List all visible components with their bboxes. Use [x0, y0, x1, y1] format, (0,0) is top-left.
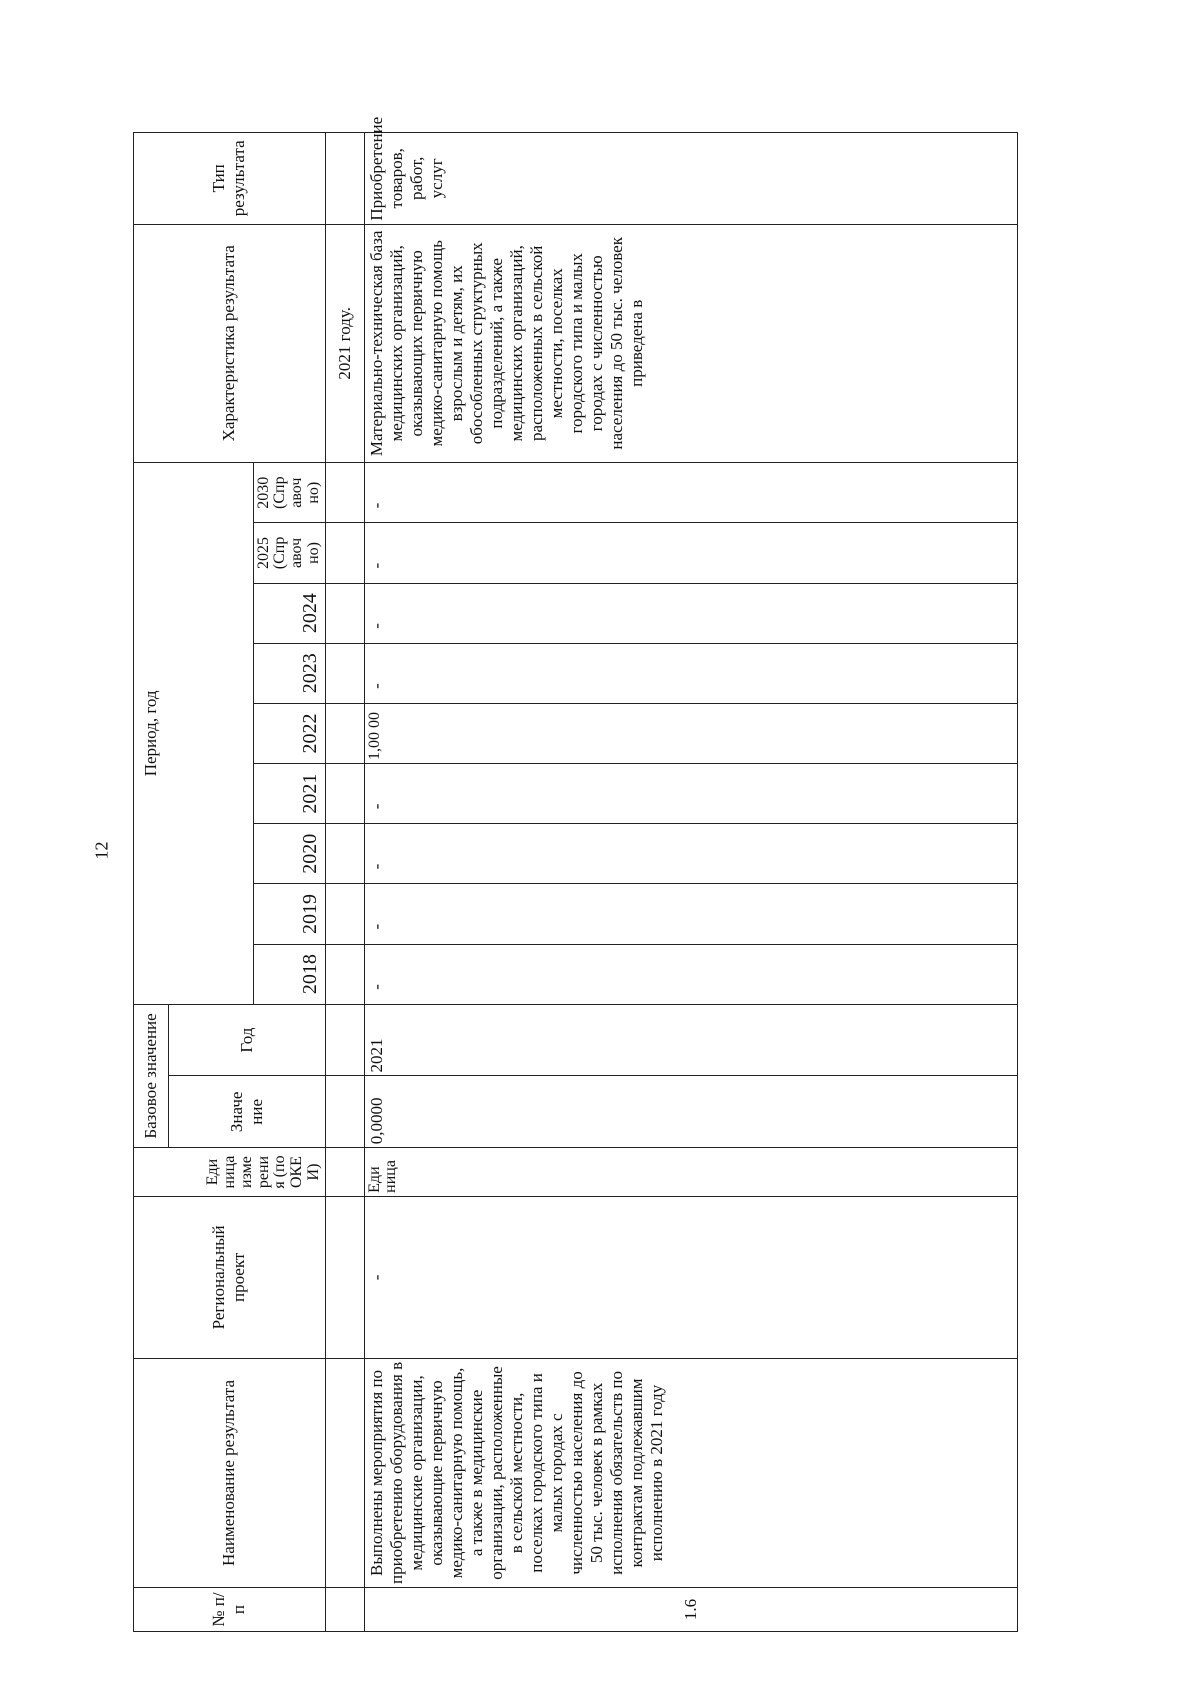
header-period: Период, год: [134, 463, 169, 1005]
header-characteristic: Характеристика результата: [134, 224, 326, 462]
row-period-2019: -: [364, 884, 1017, 944]
row-period-2023: -: [364, 643, 1017, 703]
carry-cell: [325, 824, 364, 884]
header-unit: Еди ница изме рени я (по ОКЕ И): [134, 1148, 326, 1197]
row-name: Выполнены мероприятия по приобретению оборудования в медицинские организации, оказывающие первичную медико-санитарную помощь, а также в медицинские организации, расположенные в сельской местности, поселках городского типа и малых городах с численностью населения до 50 тыс. человек в рамках исполнения обязательств по контрактам подлежавшим исполнению в 2021 году: [364, 1358, 1017, 1587]
header-base-value: Базовое значение: [134, 1004, 169, 1148]
header-year-2023: 2023: [253, 643, 325, 703]
carry-cell: [325, 1358, 364, 1587]
header-base-value-year: Год: [169, 1004, 326, 1076]
row-base-year: 2021: [364, 1004, 1017, 1076]
row-characteristic: Материально-техническая база медицинских организаций, оказывающих первичную медико-санитарную помощь взрослым и детям, их обособленных структурных подразделений, а также медицинских организаций, расположенных в сельской местности, поселках городского типа и малых городах с численностью населения до 50 тыс. человек приведена в: [364, 224, 1017, 462]
carry-cell: [325, 944, 364, 1004]
carry-cell: [325, 1588, 364, 1632]
row-regional-project: -: [364, 1196, 1017, 1358]
header-period-spacer: [169, 463, 254, 1005]
row-base-value: 0,0000: [364, 1076, 1017, 1148]
header-year-2022: 2022: [253, 703, 325, 763]
header-year-2030: 2030 (Спр авоч но): [253, 463, 325, 523]
carry-cell: [325, 583, 364, 643]
carry-cell: [325, 523, 364, 583]
carry-cell: [325, 703, 364, 763]
carry-cell: [325, 1004, 364, 1076]
carry-cell: [325, 133, 364, 225]
carry-cell: [325, 764, 364, 824]
header-year-2019: 2019: [253, 884, 325, 944]
row-period-2024: -: [364, 583, 1017, 643]
header-year-2024: 2024: [253, 583, 325, 643]
page-number: 12: [91, 841, 112, 860]
row-period-2030: -: [364, 463, 1017, 523]
carry-cell: [325, 643, 364, 703]
results-table: [133, 116, 1018, 1632]
header-year-2021: 2021: [253, 764, 325, 824]
header-year-2025: 2025 (Спр авоч но): [253, 523, 325, 583]
header-num: № п/п: [134, 1588, 326, 1632]
row-num: 1.6: [364, 1588, 1017, 1632]
header-type: Тип результата: [134, 133, 326, 225]
carry-cell: [325, 463, 364, 523]
header-year-2020: 2020: [253, 824, 325, 884]
row-period-2022: 1,00 00: [364, 703, 1017, 763]
header-name: Наименование результата: [134, 1358, 326, 1587]
rotated-table-container: [133, 116, 1095, 1632]
row-period-2025: -: [364, 523, 1017, 583]
row-period-2018: -: [364, 944, 1017, 1004]
row-unit: Еди ница: [364, 1148, 1017, 1197]
carry-characteristic: 2021 году.: [325, 224, 364, 462]
carry-cell: [325, 1196, 364, 1358]
carry-cell: [325, 1076, 364, 1148]
row-period-2020: -: [364, 824, 1017, 884]
row-type: Приобретение товаров, работ, услуг: [364, 133, 1017, 225]
header-base-value-value: Значе ние: [169, 1076, 326, 1148]
header-regional-project: Региональный проект: [134, 1196, 326, 1358]
header-year-2018: 2018: [253, 944, 325, 1004]
carry-cell: [325, 884, 364, 944]
row-period-2021: -: [364, 764, 1017, 824]
carry-cell: [325, 1148, 364, 1197]
